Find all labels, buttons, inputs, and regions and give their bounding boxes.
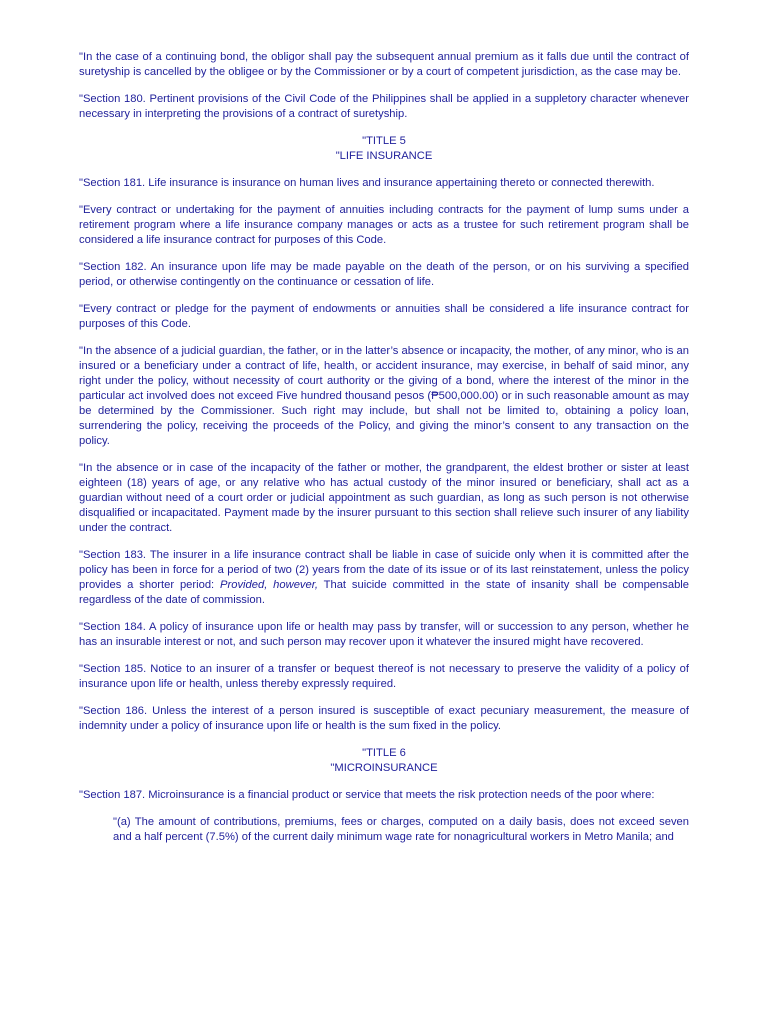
title-5-heading xyxy=(79,134,689,164)
paragraph-section-187: "Section 187. Microinsurance is a financial product or service that meets the risk protection needs of the poor where: xyxy=(79,789,655,801)
paragraph-section-183 xyxy=(79,548,689,608)
title-6-heading xyxy=(79,746,689,776)
section-183-text-end: That suicide committed in the state of insanity shall be compensable regardless of the date of commission. xyxy=(79,579,689,606)
title-6-name: "MICROINSURANCE xyxy=(330,762,438,774)
paragraph-annuities-contract: "Every contract or undertaking for the payment of annuities including contracts for the payment of lump sums under a retirement program where a life insurance company manages or acts as a trustee for such retirement program shall be considered a life insurance contract for purposes of this Code. xyxy=(79,204,689,246)
paragraph-section-180: "Section 180. Pertinent provisions of the Civil Code of the Philippines shall be applied in a suppletory character whenever necessary in interpreting the provisions of a contract of suretyship. xyxy=(79,93,689,120)
paragraph-continuing-bond: "In the case of a continuing bond, the obligor shall pay the subsequent annual premium as it falls due until the contract of suretyship is cancelled by the obligee or by the Commissioner or by a court of competent jurisdiction, as the case may be. xyxy=(79,51,689,78)
section-183-proviso: Provided, however, xyxy=(220,579,318,591)
paragraph-section-181: "Section 181. Life insurance is insurance on human lives and insurance appertaining thereto or connected therewith. xyxy=(79,177,655,189)
title-6-number: "TITLE 6 xyxy=(362,747,406,759)
section-183-text-start: "Section 183. The insurer in a life insurance contract shall be liable in case of suicide only when it is committed after the policy has been in force for a period of two (2) years from the date of its issue or of its last reinstatement, unless the policy provides a shorter period: xyxy=(79,549,689,591)
paragraph-judicial-guardian: "In the absence of a judicial guardian, the father, or in the latter’s absence or incapacity, the mother, of any minor, who is an insured or a beneficiary under a contract of life, health, or accident insurance, may exercise, in behalf of said minor, any right under the policy, without necessity of court authority or the giving of a bond, where the interest of the minor in the particular act involved does not exceed Five hundred thousand pesos (₱500,000.00) or in such reasonable amount as may be determined by the Commissioner. Such right may include, but shall not be limited to, obtaining a policy loan, surrendering the policy, receiving the proceeds of the Policy, and giving the minor’s consent to any transaction on the policy. xyxy=(79,345,689,447)
paragraph-section-187-item-a: "(a) The amount of contributions, premiums, fees or charges, computed on a daily basis, does not exceed seven and a half percent (7.5%) of the current daily minimum wage rate for nonagricultural workers in Metro Manila; and xyxy=(113,816,689,843)
paragraph-section-184: "Section 184. A policy of insurance upon life or health may pass by transfer, will or succession to any person, whether he has an insurable interest or not, and such person may recover upon it whatever the insured might have recovered. xyxy=(79,621,689,648)
paragraph-section-182: "Section 182. An insurance upon life may be made payable on the death of the person, or on his surviving a specified period, or otherwise contingently on the continuance or cessation of life. xyxy=(79,261,689,288)
paragraph-section-185: "Section 185. Notice to an insurer of a transfer or bequest thereof is not necessary to preserve the validity of a policy of insurance upon life or health, unless thereby expressly required. xyxy=(79,663,689,690)
paragraph-endowments: "Every contract or pledge for the payment of endowments or annuities shall be considered a life insurance contract for purposes of this Code. xyxy=(79,303,689,330)
paragraph-section-186: "Section 186. Unless the interest of a person insured is susceptible of exact pecuniary measurement, the measure of indemnity under a policy of insurance upon life or health is the sum fixed in the policy. xyxy=(79,705,689,732)
title-5-number: "TITLE 5 xyxy=(362,135,406,147)
title-5-name: "LIFE INSURANCE xyxy=(335,150,433,162)
paragraph-incapacity: "In the absence or in case of the incapacity of the father or mother, the grandparent, the eldest brother or sister at least eighteen (18) years of age, or any relative who has actual custody of the minor insured or beneficiary, shall act as a guardian without need of a court order or judicial appointment as such guardian, as long as such person is not otherwise disqualified or incapacitated. Payment made by the insurer pursuant to this section shall relieve such insurer of any liability under the contract. xyxy=(79,462,689,534)
